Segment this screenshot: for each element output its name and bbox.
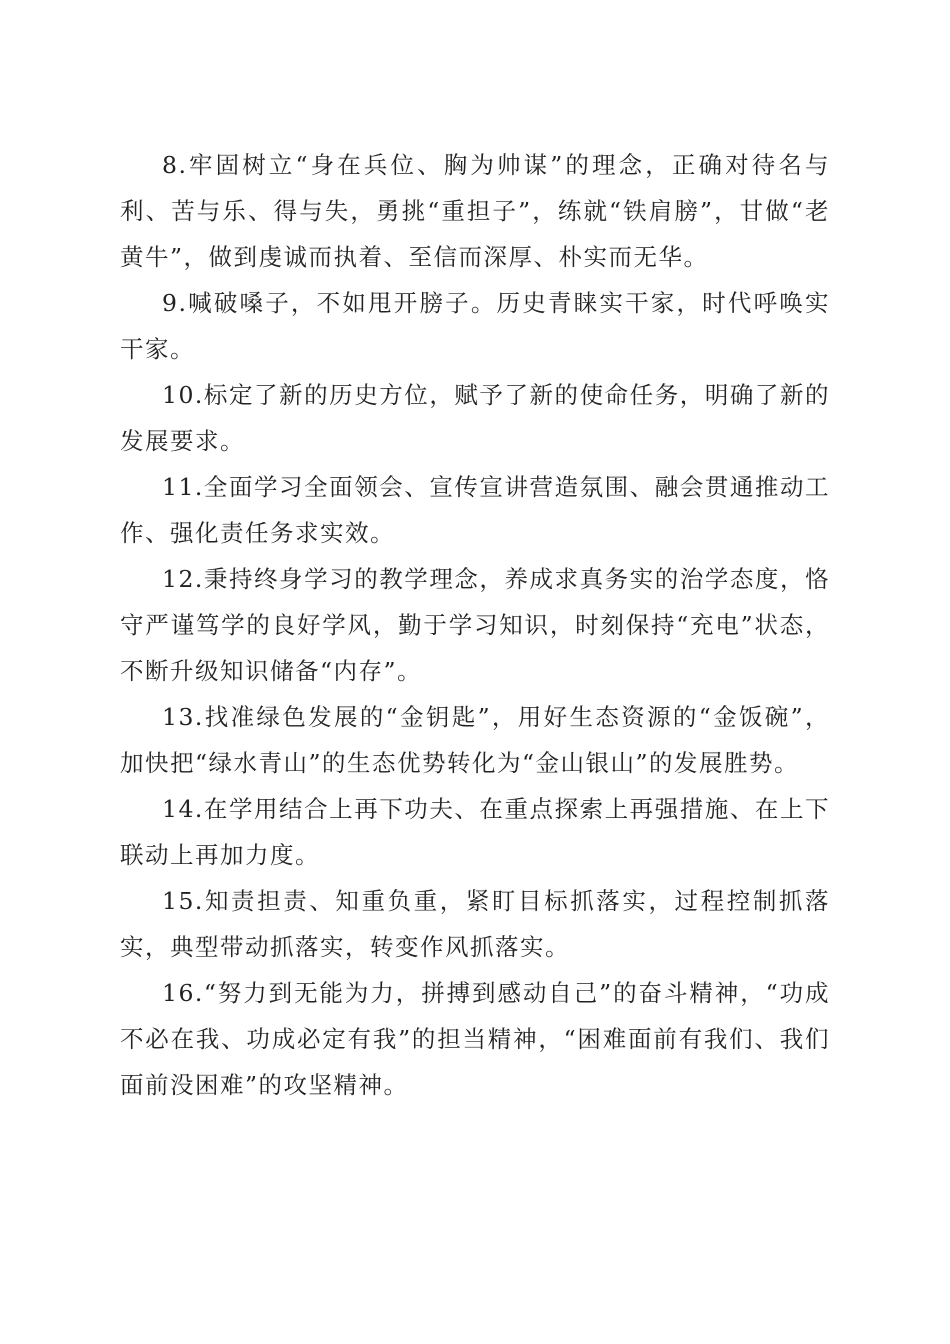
paragraph-11: 11.全面学习全面领会、宣传宣讲营造氛围、融会贯通推动工作、强化责任务求实效。 <box>120 473 830 547</box>
paragraph-8: 8.牢固树立“身在兵位、胸为帅谋”的理念，正确对待名与利、苦与乐、得与失，勇挑“重担子”，练就“铁肩膀”，甘做“老黄牛”，做到虔诚而执着、至信而深厚、朴实而无华。 <box>120 151 830 271</box>
paragraph-13: 13.找准绿色发展的“金钥匙”，用好生态资源的“金饭碗”，加快把“绿水青山”的生态优势转化为“金山银山”的发展胜势。 <box>120 703 830 777</box>
paragraph-9: 9.喊破嗓子，不如甩开膀子。历史青睐实干家，时代呼唤实干家。 <box>120 289 830 363</box>
document-body <box>120 142 830 1108</box>
paragraph-14: 14.在学用结合上再下功夫、在重点探索上再强措施、在上下联动上再加力度。 <box>120 795 830 869</box>
paragraph-12: 12.秉持终身学习的教学理念，养成求真务实的治学态度，恪守严谨笃学的良好学风，勤于学习知识，时刻保持“充电”状态，不断升级知识储备“内存”。 <box>120 565 830 685</box>
paragraph-16: 16.“努力到无能为力，拼搏到感动自己”的奋斗精神，“功成不必在我、功成必定有我”的担当精神，“困难面前有我们、我们面前没困难”的攻坚精神。 <box>120 979 830 1099</box>
paragraph-15: 15.知责担责、知重负重，紧盯目标抓落实，过程控制抓落实，典型带动抓落实，转变作风抓落实。 <box>120 887 830 961</box>
paragraph-10: 10.标定了新的历史方位，赋予了新的使命任务，明确了新的发展要求。 <box>120 381 830 455</box>
